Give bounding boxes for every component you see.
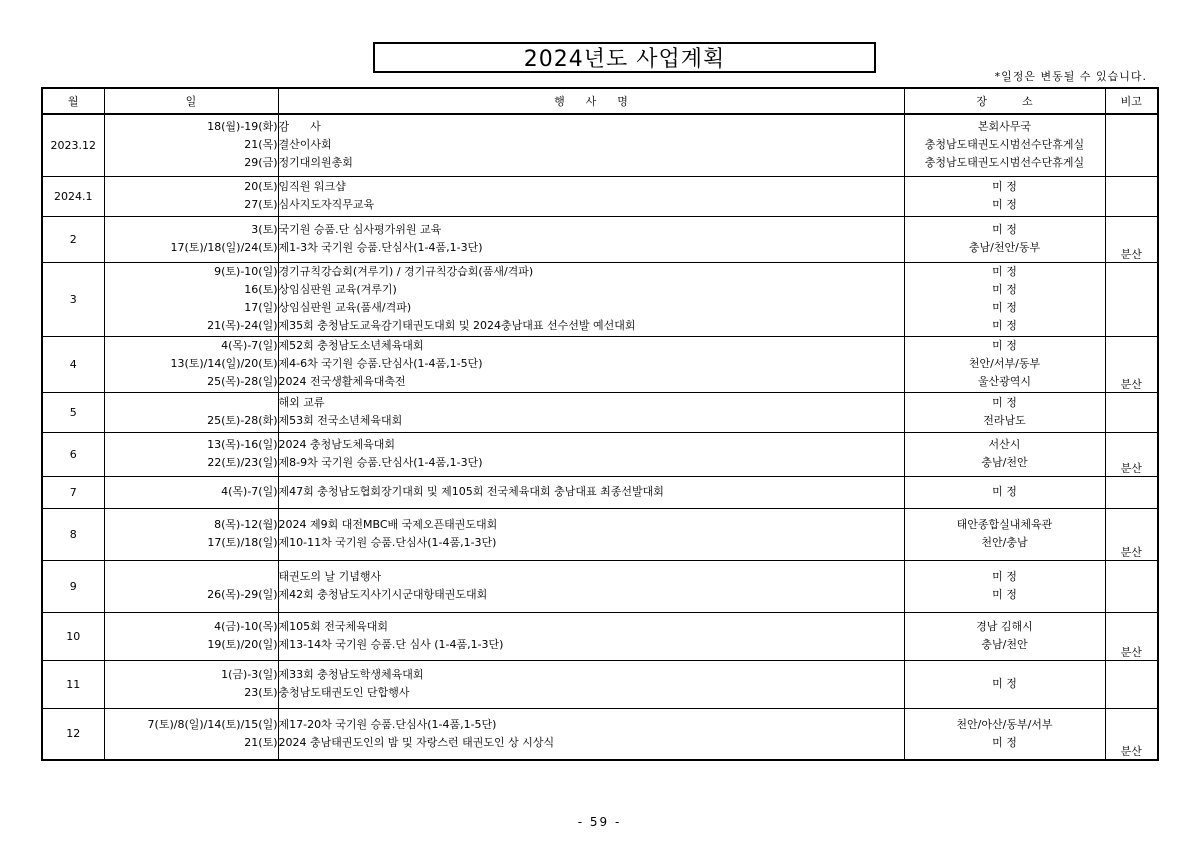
day-line: 4(금)-10(목) xyxy=(214,620,278,633)
remark-cell xyxy=(1105,392,1158,432)
place-line: 서산시 xyxy=(988,438,1021,451)
day-line: 29(금) xyxy=(244,156,278,170)
event-line: 태권도의 날 기념행사 xyxy=(278,570,382,583)
remark-cell xyxy=(1105,114,1158,176)
day-line: 21(목) xyxy=(244,138,278,152)
day-cell xyxy=(104,114,278,176)
day-line: 18(월)-19(화) xyxy=(207,120,278,134)
event-line: 2024 제9회 대전MBC배 국제오픈태권도대회 xyxy=(278,518,498,531)
day-line: 21(목)-24(일) xyxy=(207,319,278,332)
header-remark: 비고 xyxy=(1105,88,1158,114)
event-line: 제1-3차 국기원 승품.단심사(1-4품,1-3단) xyxy=(278,241,483,254)
month-cell: 8 xyxy=(42,508,104,560)
event-line: 경기규칙강습회(겨루기) / 경기규칙강습회(품새/격파) xyxy=(278,265,534,278)
table-row xyxy=(42,560,1158,612)
page-number: - 59 - xyxy=(577,815,622,829)
event-line: 2024 충청남도체육대회 xyxy=(278,438,395,451)
event-cell xyxy=(278,262,904,336)
event-cell xyxy=(278,660,904,708)
month-cell: 5 xyxy=(42,392,104,432)
event-cell xyxy=(278,708,904,760)
event-line: 제53회 전국소년체육대회 xyxy=(278,414,403,427)
place-line: 충청남도태권도시범선수단휴게실 xyxy=(924,156,1085,170)
place-cell xyxy=(904,508,1105,560)
month-cell: 7 xyxy=(42,476,104,508)
month-cell: 9 xyxy=(42,560,104,612)
month-cell: 11 xyxy=(42,660,104,708)
remark-cell: 분산 xyxy=(1105,336,1158,392)
table-row xyxy=(42,476,1158,508)
day-line: 27(토) xyxy=(244,198,278,211)
place-cell xyxy=(904,216,1105,262)
remark-cell xyxy=(1105,476,1158,508)
place-cell xyxy=(904,708,1105,760)
day-line: 19(토)/20(일) xyxy=(207,638,278,651)
event-cell xyxy=(278,476,904,508)
day-line: 8(목)-12(월) xyxy=(214,518,278,531)
place-line: 미 정 xyxy=(992,301,1017,314)
day-line: 17(토)/18(일)/24(토) xyxy=(170,241,278,254)
business-plan-table xyxy=(41,87,1159,761)
place-line: 미 정 xyxy=(992,223,1017,236)
place-line: 미 정 xyxy=(992,735,1017,749)
event-line: 제17-20차 국기원 승품.단심사(1-4품,1-5단) xyxy=(278,717,497,731)
place-line: 전라남도 xyxy=(983,414,1026,427)
place-cell xyxy=(904,336,1105,392)
day-line: 13(목)-16(일) xyxy=(207,438,278,451)
place-cell xyxy=(904,262,1105,336)
day-line: 3(토) xyxy=(251,223,278,236)
place-line: 미 정 xyxy=(992,339,1017,352)
month-cell: 2024.1 xyxy=(42,176,104,216)
event-cell xyxy=(278,508,904,560)
place-line: 천안/서부/동부 xyxy=(968,357,1041,370)
header-day: 일 xyxy=(104,88,278,114)
place-line: 태안종합실내체육관 xyxy=(956,518,1053,531)
place-line: 미 정 xyxy=(992,265,1017,278)
event-cell xyxy=(278,176,904,216)
day-line xyxy=(105,394,278,412)
event-line: 제10-11차 국기원 승품.단심사(1-4품,1-3단) xyxy=(278,536,497,549)
day-line: 9(토)-10(일) xyxy=(214,265,278,278)
day-cell xyxy=(104,708,278,760)
day-cell xyxy=(104,262,278,336)
event-line: 제13-14차 국기원 승품.단 심사 (1-4품,1-3단) xyxy=(278,638,504,651)
place-line: 충남/천안 xyxy=(981,638,1028,651)
remark-cell xyxy=(1105,176,1158,216)
day-line: 21(토) xyxy=(244,735,278,749)
event-cell xyxy=(278,114,904,176)
table-row xyxy=(42,508,1158,560)
place-line: 미 정 xyxy=(992,396,1017,409)
day-line xyxy=(105,568,278,586)
table-header-row xyxy=(42,88,1158,114)
place-cell xyxy=(904,114,1105,176)
day-cell xyxy=(104,660,278,708)
place-line: 경남 김해시 xyxy=(976,620,1033,633)
event-line: 정기대의원총회 xyxy=(278,156,353,170)
remark-cell: 분산 xyxy=(1105,708,1158,760)
day-cell xyxy=(104,476,278,508)
day-cell xyxy=(104,612,278,660)
month-cell: 2023.12 xyxy=(42,114,104,176)
day-line: 17(토)/18(일) xyxy=(207,536,278,549)
event-cell xyxy=(278,392,904,432)
place-line: 미 정 xyxy=(992,180,1017,193)
event-line: 상임심판원 교육(겨루기) xyxy=(278,283,397,296)
event-cell xyxy=(278,612,904,660)
day-line: 20(토) xyxy=(244,180,278,193)
event-line: 2024 충남태권도인의 밤 및 자랑스런 태권도인 상 시상식 xyxy=(278,735,555,749)
place-line: 천안/충남 xyxy=(981,536,1028,549)
header-place: 장 소 xyxy=(904,88,1105,114)
table-row xyxy=(42,176,1158,216)
place-line: 미 정 xyxy=(992,677,1017,690)
place-line: 미 정 xyxy=(992,570,1017,583)
table-body xyxy=(42,114,1158,760)
event-line: 2024 전국생활체육대축전 xyxy=(278,375,406,388)
place-line: 미 정 xyxy=(992,485,1017,498)
place-cell xyxy=(904,392,1105,432)
event-cell xyxy=(278,560,904,612)
table-row xyxy=(42,432,1158,476)
event-line: 상임심판원 교육(품새/격파) xyxy=(278,301,412,314)
place-line: 미 정 xyxy=(992,319,1017,332)
month-cell: 12 xyxy=(42,708,104,760)
table-row xyxy=(42,612,1158,660)
page-title: 2024년도 사업계획 xyxy=(373,42,876,73)
event-line: 감 사 xyxy=(278,120,321,134)
day-cell xyxy=(104,560,278,612)
event-line: 제8-9차 국기원 승품.단심사(1-4품,1-3단) xyxy=(278,456,483,469)
event-line: 제4-6차 국기원 승품.단심사(1-4품,1-5단) xyxy=(278,357,483,370)
event-line: 제47회 충청남도협회장기대회 및 제105회 전국체육대회 충남대표 최종선발대회 xyxy=(278,485,664,498)
day-line: 13(토)/14(일)/20(토) xyxy=(170,357,278,370)
day-line: 26(목)-29(일) xyxy=(207,588,278,601)
header-event: 행 사 명 xyxy=(278,88,904,114)
event-cell xyxy=(278,336,904,392)
day-cell xyxy=(104,508,278,560)
month-cell: 6 xyxy=(42,432,104,476)
table-row xyxy=(42,262,1158,336)
day-line: 1(금)-3(일) xyxy=(221,668,278,681)
place-line: 충남/천안 xyxy=(981,456,1028,469)
event-line: 제42회 충청남도지사기시군대항태권도대회 xyxy=(278,588,488,601)
day-cell xyxy=(104,216,278,262)
day-line: 25(목)-28(일) xyxy=(207,375,278,388)
table-row xyxy=(42,216,1158,262)
day-cell xyxy=(104,336,278,392)
place-line: 충청남도태권도시범선수단휴게실 xyxy=(924,138,1085,152)
remark-cell: 분산 xyxy=(1105,612,1158,660)
event-line: 충청남도태권도인 단합행사 xyxy=(278,686,410,699)
schedule-change-note: *일정은 변동될 수 있습니다. xyxy=(994,70,1147,83)
day-line: 7(토)/8(일)/14(토)/15(일) xyxy=(147,717,278,731)
event-line: 제52회 충청남도소년체육대회 xyxy=(278,339,424,352)
month-cell: 3 xyxy=(42,262,104,336)
remark-cell xyxy=(1105,262,1158,336)
place-line: 본회사무국 xyxy=(977,120,1032,134)
month-cell: 4 xyxy=(42,336,104,392)
place-line: 충남/천안/동부 xyxy=(968,241,1041,254)
remark-cell: 분산 xyxy=(1105,216,1158,262)
day-line: 22(토)/23(일) xyxy=(207,456,278,469)
event-line: 심사지도자직무교육 xyxy=(278,198,375,211)
table-row xyxy=(42,708,1158,760)
table-row xyxy=(42,392,1158,432)
remark-cell xyxy=(1105,560,1158,612)
event-line: 제33회 충청남도학생체육대회 xyxy=(278,668,424,681)
month-cell: 2 xyxy=(42,216,104,262)
day-line: 16(토) xyxy=(244,283,278,296)
event-line: 제105회 전국체육대회 xyxy=(278,620,388,633)
day-cell xyxy=(104,432,278,476)
remark-cell: 분산 xyxy=(1105,432,1158,476)
event-cell xyxy=(278,432,904,476)
place-line: 미 정 xyxy=(992,198,1017,211)
day-line: 25(토)-28(화) xyxy=(207,414,278,427)
event-line: 임직원 워크샵 xyxy=(278,180,346,193)
day-line: 23(토) xyxy=(244,686,278,699)
day-line: 4(목)-7(일) xyxy=(221,485,278,498)
remark-cell: 분산 xyxy=(1105,508,1158,560)
place-cell xyxy=(904,560,1105,612)
remark-cell xyxy=(1105,660,1158,708)
place-cell xyxy=(904,176,1105,216)
day-cell xyxy=(104,392,278,432)
event-line: 제35회 충청남도교육감기태권도대회 및 2024충남대표 선수선발 예선대회 xyxy=(278,319,636,332)
event-cell xyxy=(278,216,904,262)
event-line: 결산이사회 xyxy=(278,138,332,152)
day-cell xyxy=(104,176,278,216)
event-line: 해외 교류 xyxy=(278,396,325,409)
place-line: 미 정 xyxy=(992,283,1017,296)
table-row xyxy=(42,114,1158,176)
place-line: 천안/아산/동부/서부 xyxy=(956,717,1053,731)
place-cell xyxy=(904,476,1105,508)
month-cell: 10 xyxy=(42,612,104,660)
place-cell xyxy=(904,660,1105,708)
place-cell xyxy=(904,612,1105,660)
place-cell xyxy=(904,432,1105,476)
place-line: 울산광역시 xyxy=(977,375,1032,388)
header-month: 월 xyxy=(42,88,104,114)
table-row xyxy=(42,336,1158,392)
day-line: 4(목)-7(일) xyxy=(221,339,278,352)
table-row xyxy=(42,660,1158,708)
day-line: 17(일) xyxy=(244,301,278,314)
place-line: 미 정 xyxy=(992,588,1017,601)
event-line: 국기원 승품.단 심사평가위원 교육 xyxy=(278,223,442,236)
